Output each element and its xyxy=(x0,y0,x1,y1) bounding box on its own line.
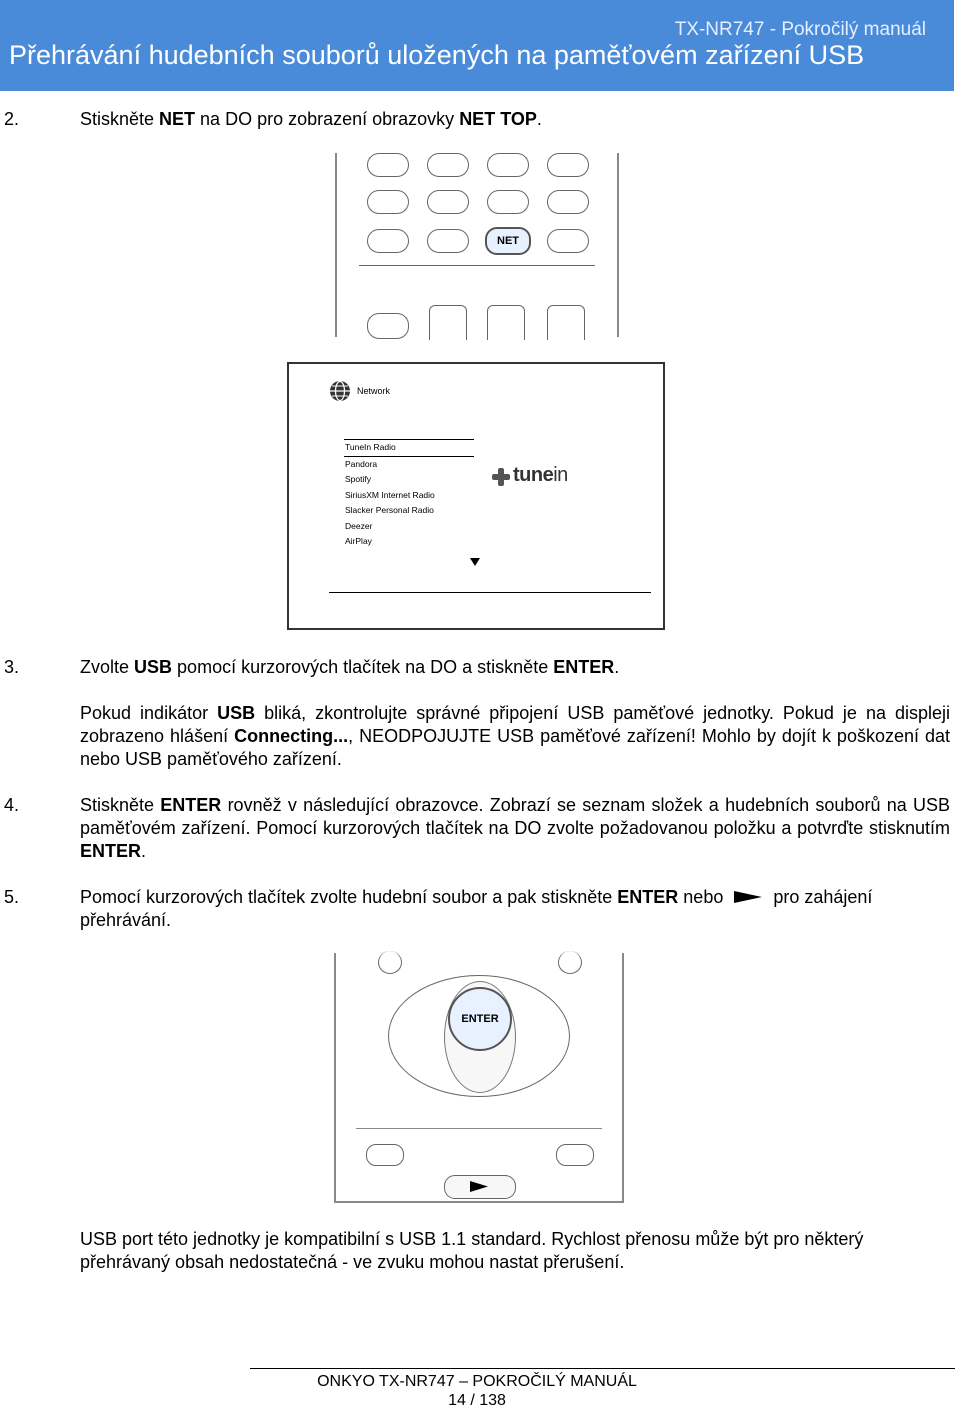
remote-button xyxy=(487,190,529,214)
remote-button xyxy=(427,153,469,177)
play-button xyxy=(444,1175,516,1199)
scroll-down-icon xyxy=(470,558,480,566)
remote-control-net xyxy=(335,153,619,337)
list-item: Spotify xyxy=(345,474,371,484)
net-button: NET xyxy=(485,227,531,255)
enter-button: ENTER xyxy=(448,987,512,1051)
remote-button xyxy=(487,305,525,340)
play-icon xyxy=(734,890,762,904)
remote-button xyxy=(378,951,402,974)
step-text: Pomocí kurzorových tlačítek zvolte hudební soubor a pak stiskněte ENTER nebo pro zahájení přehrávání. xyxy=(80,887,873,930)
remote-button xyxy=(556,1144,594,1166)
remote-button xyxy=(427,190,469,214)
service-list xyxy=(344,439,474,550)
remote-button xyxy=(427,229,469,253)
footer-divider xyxy=(250,1368,955,1369)
list-item: Deezer xyxy=(345,520,373,531)
page-title: Přehrávání hudebních souborů uložených na paměťovém zařízení USB xyxy=(9,40,865,70)
step-text: Stiskněte NET na DO pro zobrazení obrazovky NET TOP. xyxy=(80,109,542,129)
list-item: TuneIn Radio xyxy=(344,440,474,457)
play-icon xyxy=(470,1181,488,1192)
remote-button xyxy=(547,229,589,253)
tunein-logo-icon xyxy=(491,467,511,487)
remote-divider xyxy=(356,1128,602,1129)
step-number: 5. xyxy=(4,887,20,907)
step-number: 2. xyxy=(4,109,20,129)
remote-divider xyxy=(359,265,595,266)
step-text: Stiskněte ENTER rovněž v následující obrazovce. Zobrazí se seznam složek a hudebních souborů na USB paměťovém zařízení. Pomocí kurzorových tlačítek na DO zvolte požadovanou položku a potvrďte stisknutím ENTER. xyxy=(80,795,950,861)
remote-control-enter xyxy=(334,953,624,1203)
remote-button xyxy=(547,190,589,214)
list-item: SiriusXM Internet Radio xyxy=(345,489,435,500)
manual-subtitle: TX-NR747 - Pokročilý manuál xyxy=(674,19,926,40)
page-header xyxy=(0,0,954,91)
list-item: AirPlay xyxy=(345,536,372,546)
screen-title: Network xyxy=(357,386,391,396)
remote-button xyxy=(547,153,589,177)
step-text: Zvolte USB pomocí kurzorových tlačítek na DO a stiskněte ENTER. xyxy=(80,657,620,677)
note-paragraph: Pokud indikátor USB bliká, zkontrolujte správné připojení USB paměťové jednotky. Pokud je na displeji zobrazeno hlášení Connecting..., NEODPOJUJTE USB paměťové zařízení! Mohlo by dojít k poškození dat nebo USB paměťového zařízení. xyxy=(80,703,951,769)
remote-button xyxy=(366,1144,404,1166)
remote-button xyxy=(367,313,409,339)
screen-divider xyxy=(329,592,651,593)
tunein-logo: tunein xyxy=(513,464,568,486)
step-number: 3. xyxy=(4,657,20,677)
globe-icon xyxy=(329,380,351,402)
remote-button xyxy=(547,305,585,340)
list-item: Pandora xyxy=(345,458,378,469)
remote-button xyxy=(367,153,409,177)
remote-button xyxy=(367,229,409,253)
remote-button xyxy=(558,951,582,974)
list-item: Slacker Personal Radio xyxy=(345,505,434,515)
network-screen xyxy=(287,362,665,630)
usb-note: USB port této jednotky je kompatibilní s USB 1.1 standard. Rychlost přenosu může být pro některý přehrávaný obsah nedostatečná - ve zvuku mohou nastat přerušení. xyxy=(80,1229,864,1272)
step-number: 4. xyxy=(4,795,20,815)
remote-button xyxy=(367,190,409,214)
remote-button xyxy=(429,305,467,340)
page-number: 14 / 138 xyxy=(448,1392,506,1409)
footer-brand: ONKYO TX-NR747 – POKROČILÝ MANUÁL xyxy=(317,1373,637,1390)
remote-button xyxy=(487,153,529,177)
